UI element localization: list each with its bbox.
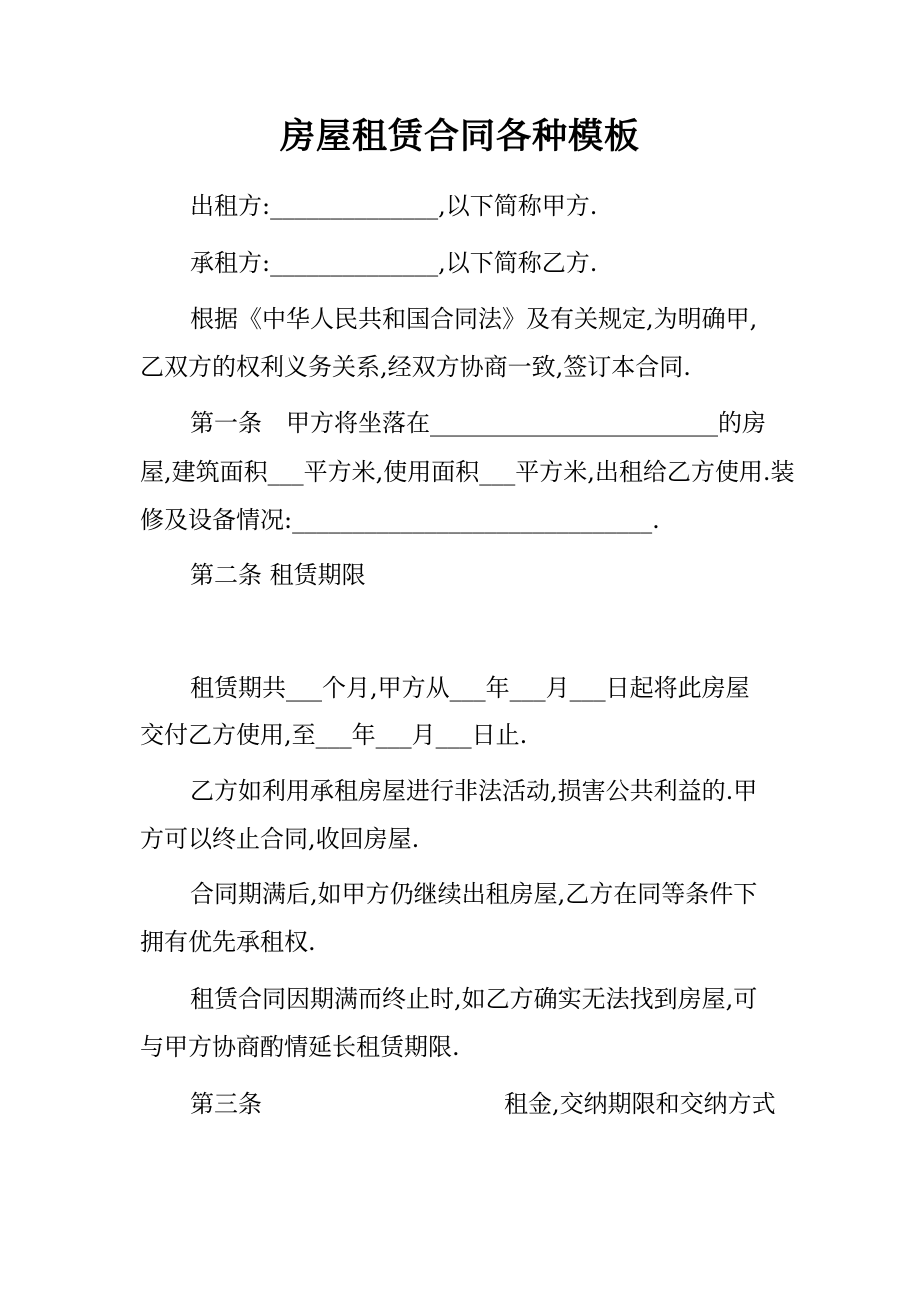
article1-line-1: 第一条 甲方将坐落在________________________的房 bbox=[190, 409, 766, 437]
document-title: 房屋租赁合同各种模板 bbox=[279, 116, 640, 157]
preamble-line-1: 根据《中华人民共和国合同法》及有关规定,为明确甲, bbox=[190, 305, 758, 333]
illegal-use-line-1: 乙方如利用承租房屋进行非法活动,损害公共利益的.甲 bbox=[190, 777, 758, 805]
preamble-line-2: 乙双方的权利义务关系,经双方协商一致,签订本合同. bbox=[140, 353, 691, 381]
term-line-1: 租赁期共___个月,甲方从___年___月___日起将此房屋 bbox=[190, 674, 750, 702]
article1-line-2: 屋,建筑面积___平方米,使用面积___平方米,出租给乙方使用.装 bbox=[140, 458, 795, 486]
renewal-line-1: 合同期满后,如甲方仍继续出租房屋,乙方在同等条件下 bbox=[190, 880, 758, 908]
extension-line-1: 租赁合同因期满而终止时,如乙方确实无法找到房屋,可 bbox=[190, 985, 758, 1013]
lessee-line: 承租方:______________,以下简称乙方. bbox=[190, 249, 598, 277]
illegal-use-line-2: 方可以终止合同,收回房屋. bbox=[140, 825, 420, 853]
article2-heading: 第二条 租赁期限 bbox=[190, 561, 366, 589]
extension-line-2: 与甲方协商酌情延长租赁期限. bbox=[140, 1033, 460, 1061]
lessor-line: 出租方:______________,以下简称甲方. bbox=[190, 192, 598, 220]
term-line-2: 交付乙方使用,至___年___月___日止. bbox=[140, 721, 528, 749]
article3-title: 租金,交纳期限和交纳方式 bbox=[504, 1090, 776, 1118]
article1-line-3: 修及设备情况:______________________________. bbox=[140, 506, 660, 534]
renewal-line-2: 拥有优先承租权. bbox=[140, 928, 316, 956]
article3-number: 第三条 bbox=[190, 1090, 262, 1118]
